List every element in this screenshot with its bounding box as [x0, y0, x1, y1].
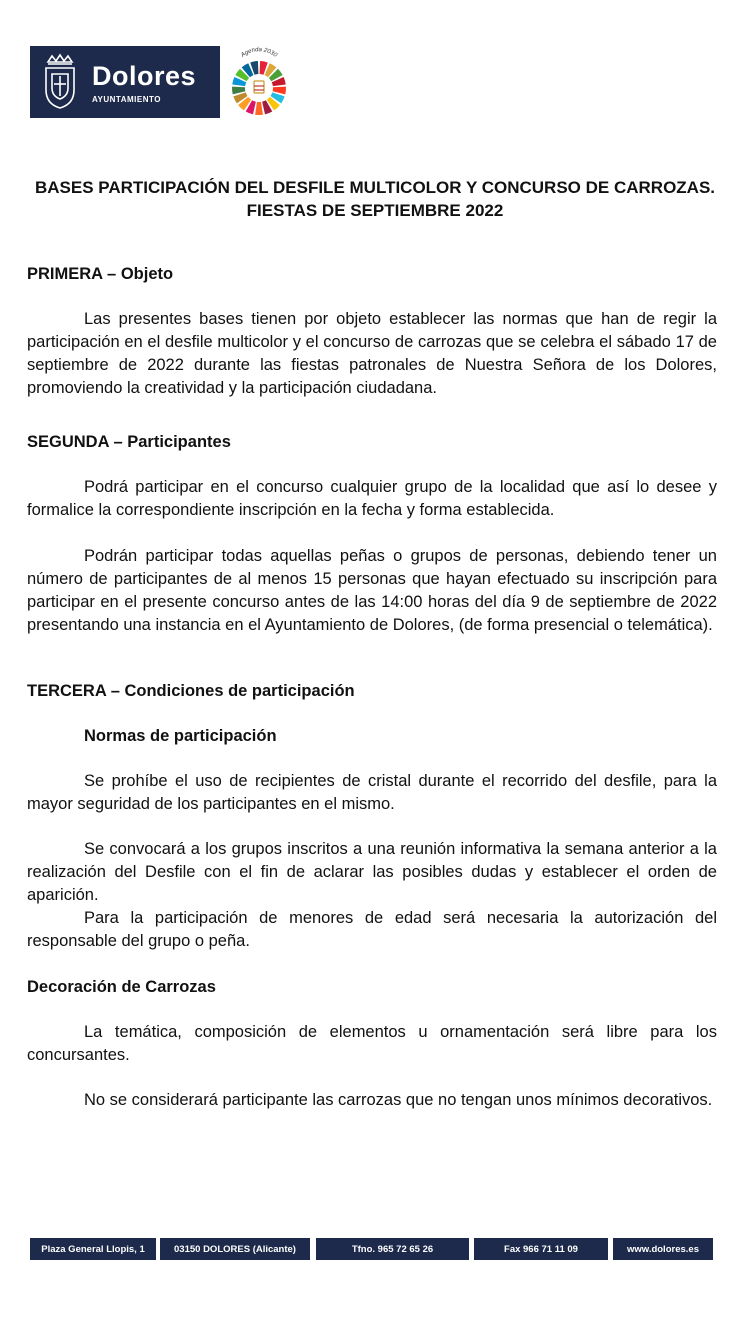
section-heading-primera: PRIMERA – Objeto: [27, 265, 174, 283]
paragraph-decoracion-2: No se considerará participante las carrozas que no tengan unos mínimos decorativos.: [84, 1091, 713, 1109]
footer-fax: Fax 966 71 11 09: [474, 1238, 608, 1260]
section-heading-tercera: TERCERA – Condiciones de participación: [27, 682, 355, 700]
paragraph-normas-1: Se prohíbe el uso de recipientes de cristal durante el recorrido del desfile, para la mayor seguridad de los participantes en el mismo.: [27, 772, 717, 813]
section-heading-decoracion: Decoración de Carrozas: [27, 978, 216, 996]
sdg-wheel-segment: [255, 102, 263, 115]
paragraph-normas-2: Se convocará a los grupos inscritos a una reunión informativa la semana anterior a la realización del Desfile con el fin de aclarar las posibles dudas y establecer el orden de aparición.: [27, 840, 717, 904]
paragraph-objeto: Las presentes bases tienen por objeto establecer las normas que han de regir la participación en el desfile multicolor y el concurso de carrozas que se celebra el sábado 17 de septiembre de 2022 durante las fiestas patronales de Nuestra Señora de los Dolores, promoviendo la creatividad y la participación ciudadana.: [27, 310, 717, 397]
agenda-label: Agenda 2030: [240, 47, 278, 59]
logo-name: Dolores: [92, 60, 197, 91]
paragraph-participantes-2: Podrán participar todas aquellas peñas o grupos de personas, debiendo tener un número de participantes de al menos 15 personas que hayan efectuado su inscripción para participar en el presente concurso antes de las 14:00 horas del día 9 de septiembre de 2022 presentando una instancia en el Ayuntamiento de Dolores, (de forma presencial o telemática).: [27, 547, 717, 634]
footer-phone: Tfno. 965 72 65 26: [316, 1238, 469, 1260]
footer-website[interactable]: www.dolores.es: [613, 1238, 713, 1260]
document-body: [27, 263, 717, 1112]
logo-subtitle: AYUNTAMIENTO: [92, 94, 161, 104]
paragraph-decoracion-1: La temática, composición de elementos u ornamentación será libre para los concursantes.: [27, 1023, 717, 1064]
dolores-logo: [30, 46, 220, 118]
section-heading-segunda: SEGUNDA – Participantes: [27, 433, 231, 451]
document-title: BASES PARTICIPACIÓN DEL DESFILE MULTICOLOR Y CONCURSO DE CARROZAS. FIESTAS DE SEPTIEMBRE 2022: [34, 178, 716, 220]
footer-contact-bar: [30, 1238, 713, 1260]
paragraph-participantes-1: Podrá participar en el concurso cualquier grupo de la localidad que así lo desee y formalice la correspondiente inscripción en la fecha y forma establecida.: [27, 478, 717, 519]
subheading-normas: Normas de participación: [84, 727, 277, 745]
paragraph-normas-3: Para la participación de menores de edad será necesaria la autorización del responsable del grupo o peña.: [27, 909, 717, 950]
footer-address: Plaza General Llopis, 1: [30, 1238, 156, 1260]
agenda-2030-logo: [220, 42, 298, 122]
coat-of-arms-icon: [38, 52, 82, 112]
svg-text:Agenda 2030: [239, 47, 278, 59]
footer-city: 03150 DOLORES (Alicante): [160, 1238, 310, 1260]
